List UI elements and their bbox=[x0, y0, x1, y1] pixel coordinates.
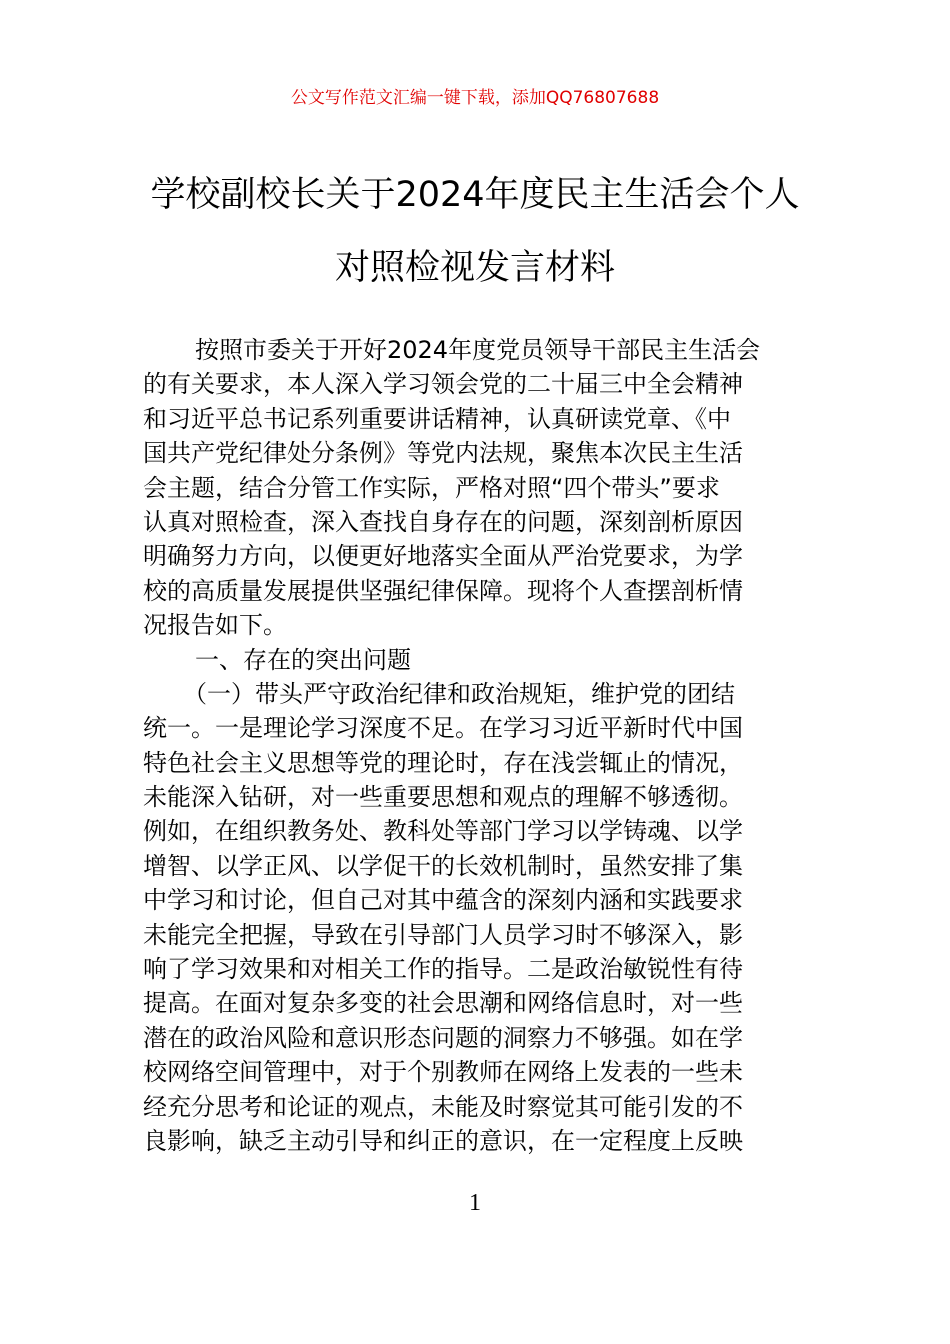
paragraph-line: 国共产党纪律处分条例》等党内法规，聚焦本次民主生活 bbox=[143, 439, 743, 468]
paragraph-line: 认真对照检查，深入查找自身存在的问题，深刻剖析原因 bbox=[143, 507, 743, 536]
paragraph-line: 响了学习效果和对相关工作的指导。二是政治敏锐性有待 bbox=[143, 955, 743, 984]
paragraph-line: 良影响，缺乏主动引导和纠正的意识，在一定程度上反映 bbox=[143, 1126, 743, 1155]
section-heading: 一、存在的突出问题 bbox=[195, 645, 411, 674]
paragraph-line: 会主题，结合分管工作实际，严格对照“四个带头”要求 bbox=[143, 473, 720, 502]
page-number: 1 bbox=[469, 1190, 481, 1216]
paragraph-line: 和习近平总书记系列重要讲话精神，认真研读党章、《中 bbox=[143, 404, 731, 433]
paragraph-line: 未能完全把握，导致在引导部门人员学习时不够深入，影 bbox=[143, 920, 743, 949]
paragraph-line: 的有关要求，本人深入学习领会党的二十届三中全会精神 bbox=[143, 370, 743, 399]
paragraph-line: 校网络空间管理中，对于个别教师在网络上发表的一些未 bbox=[143, 1058, 743, 1087]
paragraph-line: 校的高质量发展提供坚强纪律保障。现将个人查摆剖析情 bbox=[143, 576, 743, 605]
paragraph-line: 经充分思考和论证的观点，未能及时察觉其可能引发的不 bbox=[143, 1092, 743, 1121]
paragraph-line: 例如，在组织教务处、教科处等部门学习以学铸魂、以学 bbox=[143, 817, 743, 846]
paragraph-line: 特色社会主义思想等党的理论时，存在浅尝辄止的情况， bbox=[143, 748, 743, 777]
paragraph-line: 按照市委关于开好2024年度党员领导干部民主生活会 bbox=[195, 336, 761, 364]
document-title-line-1: 学校副校长关于2024年度民主生活会个人 bbox=[150, 175, 800, 215]
document-body bbox=[143, 333, 807, 1158]
paragraph-line: 统一。一是理论学习深度不足。在学习习近平新时代中国 bbox=[143, 714, 743, 743]
paragraph-line: 明确努力方向，以便更好地落实全面从严治党要求，为学 bbox=[143, 542, 743, 571]
paragraph-line: 中学习和讨论，但自己对其中蕴含的深刻内涵和实践要求 bbox=[143, 886, 743, 915]
paragraph-line: 潜在的政治风险和意识形态问题的洞察力不够强。如在学 bbox=[143, 1023, 743, 1052]
promo-header: 公文写作范文汇编一键下载，添加QQ76807688 bbox=[290, 88, 660, 108]
paragraph-line: 未能深入钻研，对一些重要思想和观点的理解不够透彻。 bbox=[143, 783, 743, 812]
paragraph-line: 况报告如下。 bbox=[143, 611, 287, 640]
paragraph-line: 增智、以学正风、以学促干的长效机制时，虽然安排了集 bbox=[143, 851, 743, 880]
document-title-line-2: 对照检视发言材料 bbox=[334, 248, 615, 288]
subsection-heading-line: （一）带头严守政治纪律和政治规矩，维护党的团结 bbox=[183, 679, 735, 708]
paragraph-line: 提高。在面对复杂多变的社会思潮和网络信息时，对一些 bbox=[143, 989, 743, 1018]
